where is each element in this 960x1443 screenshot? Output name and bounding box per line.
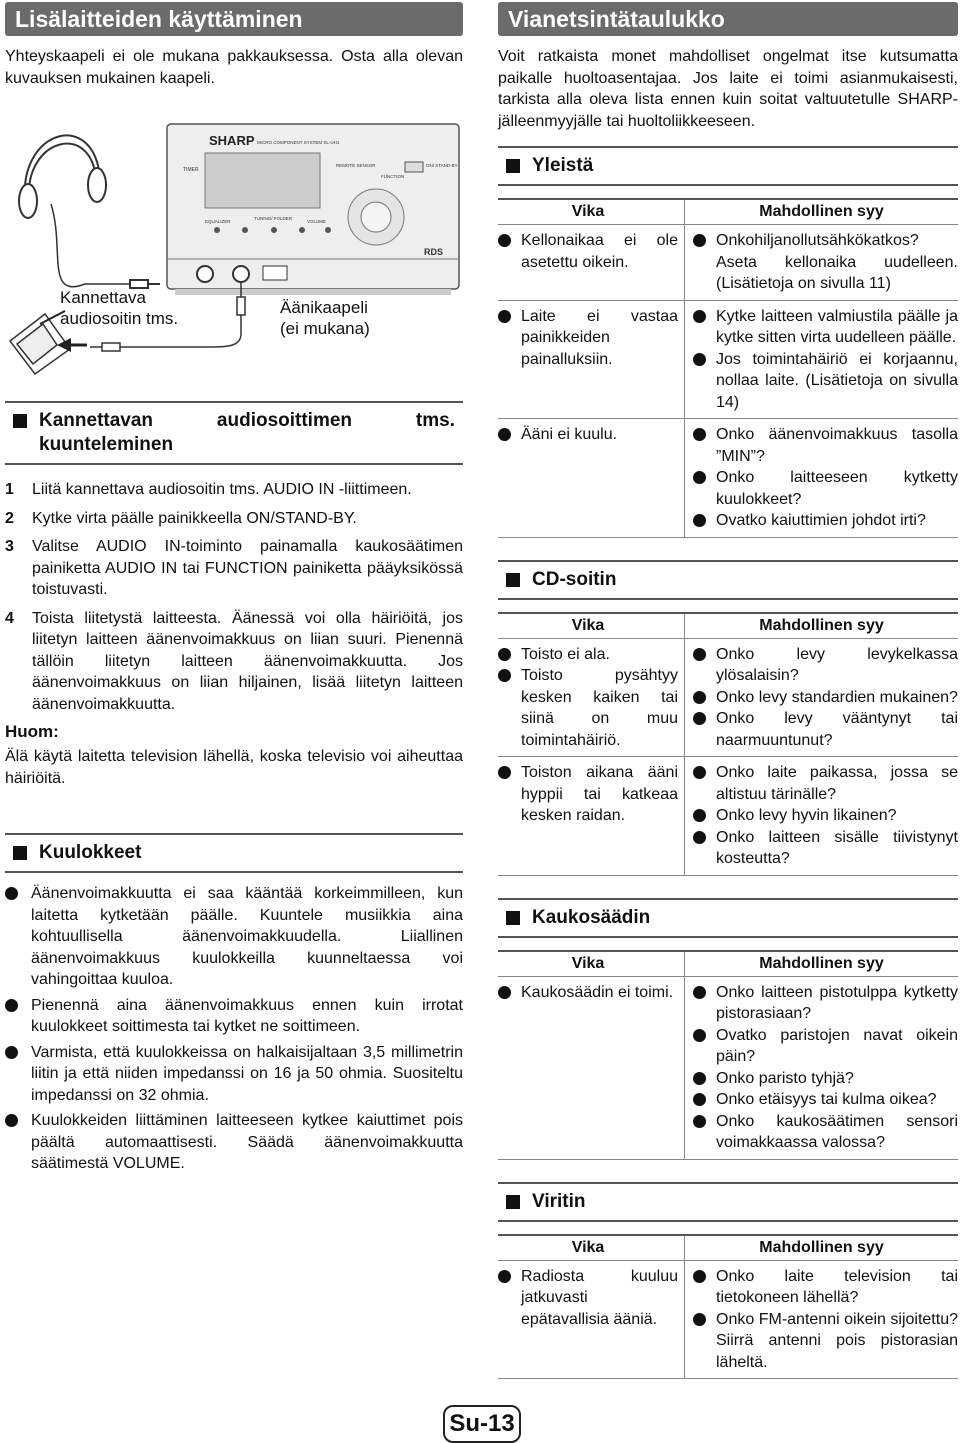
- headphones-heading: Kuulokkeet: [13, 841, 455, 865]
- cause-item: Onko laitteeseen kytketty kuulokkeet?: [693, 467, 958, 510]
- fault-item: Ääni ei kuulu.: [498, 424, 678, 446]
- bullet-icon: [693, 766, 706, 779]
- cause-item: Onkohiljanollutsähkökatkos? Aseta kellonaika uudelleen. (Lisätietoja on sivulla 11): [693, 230, 958, 295]
- bullet-icon: [693, 428, 706, 441]
- bullet-icon: [693, 831, 706, 844]
- fault-item: Toisto pysähtyy kesken kaiken tai siinä on muu toimintahäiriö.: [498, 665, 678, 751]
- step-item: 4 Toista liitetystä laitteesta. Äänessä voi olla häiriöitä, jos liitetyn laitteen äänenvoimakkuus on liian suuri. Pienennä tällöin liitetyn laitteen äänenvoimakkuutta. Jos äänenvoimakkuus on liian hiljainen, lisää liitetyn laitteen äänenvoimakkuutta.: [5, 609, 463, 713]
- bullet-icon: [498, 669, 511, 682]
- svg-text:REMOTE SENSOR: REMOTE SENSOR: [336, 163, 376, 168]
- bullet-icon: [498, 234, 511, 247]
- step-item: 2 Kytke virta päälle painikkeella ON/STAND-BY.: [5, 509, 357, 527]
- portable-label: Kannettava audiosoitin tms.: [60, 288, 179, 328]
- svg-text:EQUALIZER: EQUALIZER: [205, 219, 231, 224]
- cause-item: Onko äänenvoimakkuus tasolla ”MIN”?: [693, 424, 958, 467]
- svg-text:TUNING/ FOLDER: TUNING/ FOLDER: [254, 216, 293, 221]
- page-number: Su-13: [443, 1405, 521, 1443]
- cause-item: Onko levy hyvin likainen?: [693, 805, 958, 827]
- cause-item: Onko kaukosäätimen sensori voimakkaassa valossa?: [693, 1111, 958, 1154]
- note-label: Huom:: [5, 722, 59, 741]
- column-header-cause: Mahdollinen syy: [685, 952, 959, 977]
- table-row: [498, 225, 958, 301]
- cause-item: Kytke laitteen valmiustila päälle ja kytke sitten virta uudelleen päälle.: [693, 306, 958, 349]
- svg-text:FUNCTION: FUNCTION: [381, 174, 405, 179]
- table-heading-box: [498, 146, 958, 186]
- column-header-cause: Mahdollinen syy: [685, 614, 959, 639]
- bullet-icon: [693, 310, 706, 323]
- cause-item: Onko laitteen sisälle tiivistynyt kosteutta?: [693, 827, 958, 870]
- bullet-icon: [498, 1270, 511, 1283]
- bullet-icon: [693, 1072, 706, 1085]
- bullet-icon: [498, 648, 511, 661]
- square-bullet-icon: [506, 911, 520, 925]
- list-item: Kuulokkeiden liittäminen laitteeseen kytkee kaiuttimet pois päältä automaattisesti. Säädä äänenvoimakkuutta säätimestä VOLUME.: [5, 1110, 463, 1175]
- right-column: [498, 0, 958, 1379]
- bullet-icon: [498, 310, 511, 323]
- table-heading: Yleistä: [506, 154, 950, 178]
- table-heading-box: [498, 898, 958, 938]
- portable-heading: Kannettavan audiosoittimen tms. kuunteleminen: [13, 409, 455, 457]
- note-text: Älä käytä laitetta television lähellä, koska televisio voi aiheuttaa häiriöitä.: [5, 748, 463, 787]
- column-header-cause: Mahdollinen syy: [685, 200, 959, 225]
- svg-text:VOLUME: VOLUME: [307, 219, 327, 224]
- headphones-heading-box: [5, 833, 463, 873]
- bullet-icon: [498, 428, 511, 441]
- list-item: Äänenvoimakkuutta ei saa kääntää korkeimmilleen, kun laitetta kytketään päälle. Kuuntele musiikkia aina kohtuullisella äänenvoimakkuudella. Liiallinen äänenvoimakkuus kuulokkeilla kuunneltaessa voi vahingoittaa kuuloa.: [5, 883, 463, 991]
- svg-text:RDS: RDS: [424, 247, 444, 257]
- cause-item: Onko levy standardien mukainen?: [693, 687, 958, 709]
- bullet-icon: [693, 1093, 706, 1106]
- bullet-icon: [693, 1313, 706, 1326]
- svg-text:TIMER: TIMER: [183, 167, 199, 173]
- list-item: Pienennä aina äänenvoimakkuus ennen kuin irrotat kuulokkeet soittimesta tai kytket ne soittimeen.: [5, 995, 463, 1038]
- bullet-icon: [5, 1046, 18, 1059]
- table-heading: Viritin: [506, 1190, 950, 1214]
- cause-item: Ovatko kaiuttimien johdot irti?: [693, 510, 958, 532]
- fault-item: Toiston aikana ääni hyppii tai katkeaa kesken raidan.: [498, 762, 678, 827]
- bullet-icon: [693, 1115, 706, 1128]
- column-header-fault: Vika: [498, 1236, 685, 1261]
- steps-list: [5, 479, 463, 715]
- square-bullet-icon: [506, 573, 520, 587]
- column-header-fault: Vika: [498, 614, 685, 639]
- bullet-icon: [693, 1270, 706, 1283]
- model-text: MICRO COMPONENT SYSTEM XL-UH1: [257, 140, 340, 145]
- cause-item: Onko laite paikassa, jossa se altistuu tärinälle?: [693, 762, 958, 805]
- fault-item: Kaukosäädin ei toimi.: [498, 982, 678, 1004]
- svg-text:ON/ STAND-BY: ON/ STAND-BY: [426, 163, 458, 168]
- portable-heading-box: [5, 401, 463, 465]
- fault-item: Toisto ei ala.: [498, 644, 678, 666]
- step-item: 3 Valitse AUDIO IN-toiminto painamalla kaukosäätimen painiketta AUDIO IN tai FUNCTION painiketta pääyksikössä toistuvasti.: [5, 538, 463, 598]
- table-row: [498, 757, 958, 875]
- square-bullet-icon: [13, 846, 27, 860]
- bullet-icon: [693, 986, 706, 999]
- table-heading: Kaukosäädin: [506, 906, 950, 930]
- connection-illustration: [5, 109, 463, 391]
- bullet-icon: [693, 809, 706, 822]
- bullet-icon: [693, 514, 706, 527]
- troubleshooting-sections: [498, 146, 958, 1379]
- bullet-icon: [498, 986, 511, 999]
- bullet-icon: [693, 691, 706, 704]
- bullet-icon: [693, 353, 706, 366]
- bullet-icon: [5, 999, 18, 1012]
- headphones-bullets: [5, 883, 463, 1175]
- table-row: [498, 638, 958, 757]
- fault-item: Kellonaikaa ei ole asetettu oikein.: [498, 230, 678, 273]
- bullet-icon: [498, 766, 511, 779]
- square-bullet-icon: [13, 414, 27, 428]
- cause-item: Onko levy levykelkassa ylösalaisin?: [693, 644, 958, 687]
- column-header-cause: Mahdollinen syy: [685, 1236, 959, 1261]
- cause-item: Onko paristo tyhjä?: [693, 1068, 958, 1090]
- list-item: Varmista, että kuulokkeissa on halkaisijaltaan 3,5 millimetrin liitin ja että niiden impedanssi on 16 ja 50 ohmia. Suositeltu impedanssi on 32 ohmia.: [5, 1042, 463, 1107]
- bullet-icon: [693, 1029, 706, 1042]
- table-row: [498, 419, 958, 537]
- bullet-icon: [693, 712, 706, 725]
- cause-item: Ovatko paristojen navat oikein päin?: [693, 1025, 958, 1068]
- troubleshooting-table: [498, 612, 958, 876]
- left-column: [5, 0, 463, 1179]
- cause-item: Onko levy vääntynyt tai naarmuuntunut?: [693, 708, 958, 751]
- table-heading-box: [498, 1182, 958, 1222]
- connection-figure: [5, 109, 463, 391]
- cause-item: Onko laite television tai tietokoneen lähellä?: [693, 1266, 958, 1309]
- table-heading: CD-soitin: [506, 568, 950, 592]
- cause-item: Onko FM-antenni oikein sijoitettu? Siirrä antenni pois pistorasian läheltä.: [693, 1309, 958, 1374]
- square-bullet-icon: [506, 159, 520, 173]
- column-header-fault: Vika: [498, 200, 685, 225]
- headphones-icon: [19, 135, 160, 288]
- table-row: [498, 1260, 958, 1378]
- square-bullet-icon: [506, 1195, 520, 1209]
- cause-item: Jos toimintahäiriö ei korjaannu, nollaa laite. (Lisätietoja on sivulla 14): [693, 349, 958, 414]
- section-title-troubleshooting: Vianetsintätaulukko: [498, 2, 958, 36]
- troubleshooting-table: [498, 198, 958, 538]
- troubleshooting-table: [498, 950, 958, 1160]
- column-header-fault: Vika: [498, 952, 685, 977]
- fault-item: Laite ei vastaa painikkeiden painalluksiin.: [498, 306, 678, 371]
- main-unit-icon: [167, 124, 459, 295]
- fault-item: Radiosta kuuluu jatkuvasti epätavallisia ääniä.: [498, 1266, 678, 1331]
- bullet-icon: [693, 648, 706, 661]
- troubleshooting-table: [498, 1234, 958, 1380]
- table-heading-box: [498, 560, 958, 600]
- bullet-icon: [5, 887, 18, 900]
- table-row: [498, 300, 958, 419]
- table-row: [498, 976, 958, 1159]
- cause-item: Onko laitteen pistotulppa kytketty pistorasiaan?: [693, 982, 958, 1025]
- cause-item: Onko etäisyys tai kulma oikea?: [693, 1089, 958, 1111]
- brand-logo: SHARP: [209, 133, 255, 148]
- step-item: 1 Liitä kannettava audiosoitin tms. AUDIO IN -liittimeen.: [5, 481, 412, 498]
- section-title-accessories: Lisälaitteiden käyttäminen: [5, 2, 463, 36]
- bullet-icon: [5, 1114, 18, 1127]
- bullet-icon: [693, 234, 706, 247]
- cable-label: Äänikaapeli (ei mukana): [280, 298, 370, 338]
- bullet-icon: [693, 471, 706, 484]
- troubleshooting-intro: Voit ratkaista monet mahdolliset ongelmat itse kutsumatta paikalle huoltoasentajaa. Jos laite ei toimi asianmukaisesti, tarkista alla oleva lista ennen kuin soitat valtuutetulle SHARP-jälleenmyyjälle tai huoltoliikkeeseen.: [498, 48, 958, 130]
- accessories-intro: Yhteyskaapeli ei ole mukana pakkauksessa. Osta alla olevan kuvauksen mukainen kaapeli.: [5, 48, 463, 87]
